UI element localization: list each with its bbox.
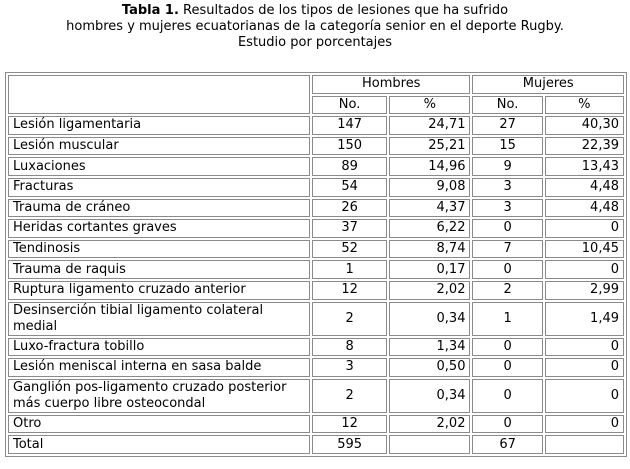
hombres-pct-cell: 8,74 (389, 240, 470, 259)
hombres-pct-cell: 1,34 (389, 338, 470, 357)
mujeres-pct-cell: 0 (545, 260, 624, 279)
mujeres-no-cell: 0 (472, 379, 542, 413)
mujeres-pct-cell: 1,49 (545, 302, 624, 336)
hombres-pct-cell: 24,71 (389, 116, 470, 135)
hombres-pct-cell: 6,22 (389, 219, 470, 238)
caption-title: Resultados de los tipos de lesiones que ha sufrido (178, 3, 509, 18)
hombres-pct-cell: 0,50 (389, 358, 470, 377)
table-row (8, 260, 624, 279)
caption-line-2: hombres y mujeres ecuatorianas de la categoría senior en el deporte Rugby. (66, 19, 564, 34)
mujeres-no-cell: 3 (472, 178, 542, 197)
injury-name-cell: Trauma de cráneo (8, 199, 310, 218)
injury-name-cell: Ganglión pos-ligamento cruzado posterior más cuerpo libre osteocondal (8, 379, 310, 413)
mujeres-pct-cell: 4,48 (545, 178, 624, 197)
mujeres-pct-cell: 2,99 (545, 281, 624, 300)
table-row (8, 178, 624, 197)
header-blank-cell (8, 75, 310, 114)
mujeres-no-cell: 3 (472, 199, 542, 218)
table-row (8, 302, 624, 336)
hombres-pct-cell: 0,34 (389, 379, 470, 413)
mujeres-pct-cell: 0 (545, 415, 624, 434)
table-container (5, 72, 627, 457)
mujeres-pct-cell: 0 (545, 379, 624, 413)
mujeres-no-cell: 1 (472, 302, 542, 336)
hombres-pct-cell: 0,34 (389, 302, 470, 336)
mujeres-pct-cell: 22,39 (545, 137, 624, 156)
hombres-no-cell: 2 (312, 379, 387, 413)
mujeres-no-cell: 0 (472, 260, 542, 279)
table-row (8, 415, 624, 434)
header-mujeres: Mujeres (472, 75, 624, 94)
mujeres-pct-cell: 10,45 (545, 240, 624, 259)
hombres-no-cell: 52 (312, 240, 387, 259)
injury-name-cell: Heridas cortantes graves (8, 219, 310, 238)
hombres-pct-cell: 2,02 (389, 281, 470, 300)
hombres-no-cell: 89 (312, 157, 387, 176)
table-row (8, 137, 624, 156)
hombres-no-cell: 12 (312, 281, 387, 300)
header-hombres: Hombres (312, 75, 471, 94)
hombres-pct-cell: 2,02 (389, 415, 470, 434)
injury-name-cell: Luxaciones (8, 157, 310, 176)
caption-label: Tabla 1. (121, 3, 179, 18)
mujeres-pct-cell (545, 435, 624, 454)
hombres-pct-cell: 25,21 (389, 137, 470, 156)
injury-name-cell: Otro (8, 415, 310, 434)
table-row (8, 116, 624, 135)
mujeres-no-cell: 0 (472, 358, 542, 377)
table-row (8, 219, 624, 238)
hombres-no-cell: 147 (312, 116, 387, 135)
table-row (8, 240, 624, 259)
mujeres-pct-cell: 13,43 (545, 157, 624, 176)
total-row (8, 435, 624, 454)
injury-name-cell: Lesión meniscal interna en sasa balde (8, 358, 310, 377)
hombres-pct-cell: 0,17 (389, 260, 470, 279)
injury-name-cell: Trauma de raquis (8, 260, 310, 279)
hombres-no-cell: 12 (312, 415, 387, 434)
mujeres-no-cell: 0 (472, 415, 542, 434)
hombres-no-cell: 150 (312, 137, 387, 156)
mujeres-pct-cell: 0 (545, 338, 624, 357)
header-mujeres-no: No. (472, 96, 542, 115)
mujeres-pct-cell: 40,30 (545, 116, 624, 135)
hombres-pct-cell: 14,96 (389, 157, 470, 176)
injury-name-cell: Tendinosis (8, 240, 310, 259)
caption-line-3: Estudio por porcentajes (237, 35, 393, 50)
hombres-pct-cell: 9,08 (389, 178, 470, 197)
mujeres-no-cell: 7 (472, 240, 542, 259)
mujeres-no-cell: 0 (472, 338, 542, 357)
table-row (8, 379, 624, 413)
hombres-pct-cell (389, 435, 470, 454)
hombres-no-cell: 37 (312, 219, 387, 238)
hombres-no-cell: 26 (312, 199, 387, 218)
hombres-no-cell: 8 (312, 338, 387, 357)
header-hombres-no: No. (312, 96, 387, 115)
table-row (8, 338, 624, 357)
mujeres-no-cell: 67 (472, 435, 542, 454)
mujeres-no-cell: 2 (472, 281, 542, 300)
caption-line-1 (0, 3, 630, 19)
injury-name-cell: Lesión ligamentaria (8, 116, 310, 135)
header-mujeres-pct: % (545, 96, 624, 115)
injury-name-cell: Ruptura ligamento cruzado anterior (8, 281, 310, 300)
header-row-groups (8, 75, 624, 94)
hombres-no-cell: 595 (312, 435, 387, 454)
injury-name-cell: Fracturas (8, 178, 310, 197)
hombres-no-cell: 2 (312, 302, 387, 336)
mujeres-pct-cell: 4,48 (545, 199, 624, 218)
mujeres-no-cell: 9 (472, 157, 542, 176)
table-row (8, 199, 624, 218)
table-body (8, 75, 624, 454)
injury-name-cell: Desinserción tibial ligamento colateral medial (8, 302, 310, 336)
mujeres-no-cell: 27 (472, 116, 542, 135)
injury-table (5, 72, 627, 457)
mujeres-no-cell: 15 (472, 137, 542, 156)
mujeres-pct-cell: 0 (545, 358, 624, 377)
table-caption (0, 0, 630, 51)
injury-name-cell: Luxo-fractura tobillo (8, 338, 310, 357)
table-row (8, 157, 624, 176)
table-row (8, 358, 624, 377)
header-hombres-pct: % (389, 96, 470, 115)
hombres-pct-cell: 4,37 (389, 199, 470, 218)
hombres-no-cell: 3 (312, 358, 387, 377)
mujeres-pct-cell: 0 (545, 219, 624, 238)
table-row (8, 281, 624, 300)
mujeres-no-cell: 0 (472, 219, 542, 238)
hombres-no-cell: 54 (312, 178, 387, 197)
hombres-no-cell: 1 (312, 260, 387, 279)
injury-name-cell: Total (8, 435, 310, 454)
injury-name-cell: Lesión muscular (8, 137, 310, 156)
